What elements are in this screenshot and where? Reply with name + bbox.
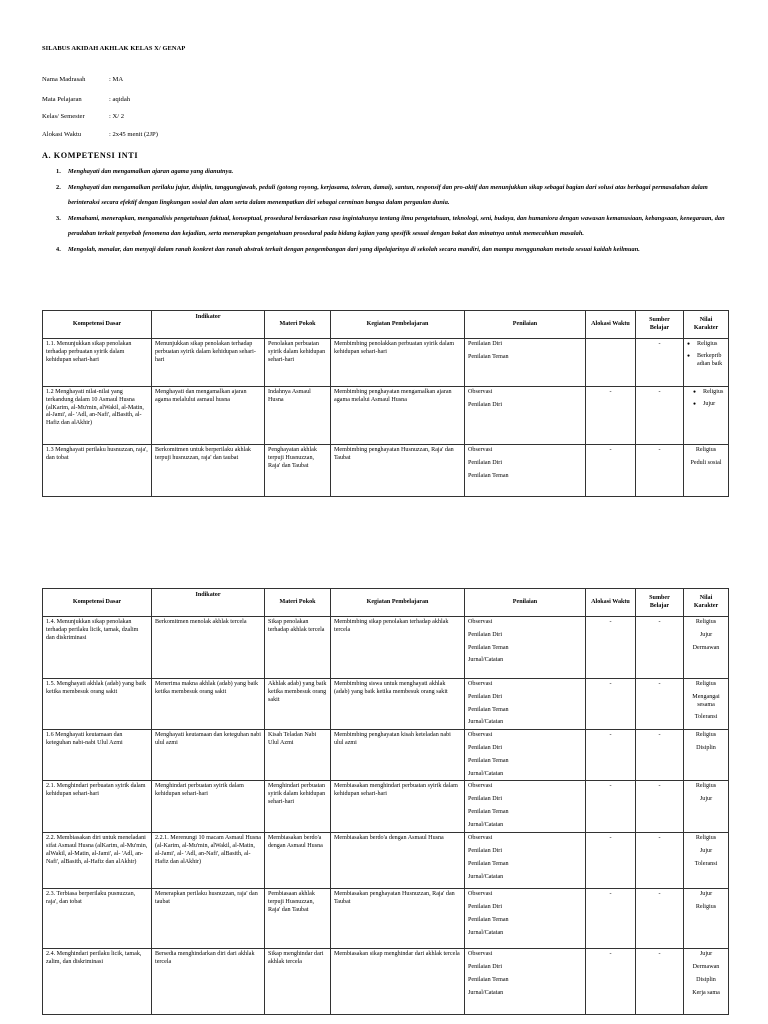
- cell-indikator: Menerapkan perilaku husnuzzan, raja' dan taubat: [152, 889, 265, 949]
- cell-kd: 1.4. Menunjukkan sikap penolakan terhadap perilaku licik, tamak, dzalim dan diskriminasi: [43, 617, 152, 679]
- cell-kegiatan: Membimbing penghayatan mengamalkan ajaran agama melalui Asmaul Husna: [331, 387, 465, 445]
- cell-alokasi: [586, 339, 636, 387]
- header-kompetensi-dasar: Kompetensi Dasar: [43, 311, 152, 339]
- cell-nilai: Jujur Religius: [684, 889, 729, 949]
- cell-materi: Membiasakan berdo'a dengan Asmaul Husna: [265, 833, 331, 889]
- cell-kegiatan: Membimbing siswa untuk menghayati akhlak (adab) yang baik ketika membesuk orang sakit: [331, 679, 465, 730]
- cell-alokasi: -: [586, 889, 636, 949]
- cell-materi: Indahnya Asmaul Husna: [265, 387, 331, 445]
- table-header-row: [43, 311, 729, 339]
- cell-kegiatan: Membimbing penghayatan Husnuzzan, Raja' dan Taubat: [331, 445, 465, 497]
- cell-materi: Sikap menghindar dari akhlak tercela: [265, 949, 331, 1015]
- cell-kd: 2.1. Menghindari perbuatan syirik dalam kehidupan sehari-hari: [43, 781, 152, 833]
- ki-item: 2. Menghayati dan mengamalkan perilaku jujur, disiplin, tanggungjawab, peduli (gotong royong, kerjasama, toleran, damai), santun, responsif dan pro-aktif dan menunjukkan sikap sebagai bagian dari solusi atas berbagai permasalahan dalam berinteraksi secara efektif dengan lingkungan sosial dan alam serta dalam menempatkan diri sebagai cerminan bangsa dalam pergaulan dunia.: [56, 183, 708, 207]
- cell-nilai: ● Religius ● Berkeprib adian baik: [684, 339, 729, 387]
- ki-item: 3. Memahami, menerapkan, menganalisis pengetahuan faktual, konseptual, prosedural berdasarkan rasa ingintahunya tentang ilmu pengetahuan, teknologi, seni, budaya, dan humaniora dengan wawasan kemanusiaan, kebangsaan, kenegaraan, dan peradaban terkait penyebab fenomena dan kejadian, serta menerapkan pengetahuan prosedural pada bidang kajian yang spesifik sesuai dengan bakat dan minatnya untuk memecahkan masalah.: [56, 214, 725, 238]
- cell-indikator: Berkomitmen untuk berperilaku akhlak terpuji husnuzzan, raja' dan taubat: [152, 445, 265, 497]
- cell-nilai: Jujur Dermawan Disiplin Kerja sama: [684, 949, 729, 1015]
- table-row: [43, 781, 729, 833]
- cell-penilaian: Observasi Penilaian Diri Penilaian Teman Jurnal/Catatan: [465, 617, 586, 679]
- cell-alokasi: -: [586, 949, 636, 1015]
- table-row: [43, 445, 729, 497]
- cell-materi: Menghindari perbuatan syirik dalam kehidupan sehari-hari: [265, 781, 331, 833]
- cell-nilai: ● Religius ● Jujur: [684, 387, 729, 445]
- cell-sumber: -: [636, 445, 684, 497]
- cell-indikator: Menunjukkan sikap penolakan terhadap perbuatan syirik dalam kehidupan sehari-hari: [152, 339, 265, 387]
- ki-item: 4. Mengolah, menalar, dan menyaji dalam ranah konkret dan ranah abstrak terkait dengan pengembangan dari yang dipelajarinya di sekolah secara mandiri, dan mampu menggunakan metoda sesuai kaidah keilmuan.: [56, 245, 640, 253]
- meta-key: Mata Pelajaran: [42, 96, 82, 103]
- table-header-row: [43, 589, 729, 617]
- cell-nilai: Religius Mengangai sesama Toleransi: [684, 679, 729, 730]
- table-row: [43, 949, 729, 1015]
- cell-nilai: Religius Peduli sosial: [684, 445, 729, 497]
- table-row: [43, 833, 729, 889]
- cell-alokasi: -: [586, 679, 636, 730]
- table-row: [43, 730, 729, 781]
- meta-value: : MA: [109, 76, 124, 83]
- header-kegiatan: Kegiatan Pembelajaran: [331, 589, 465, 617]
- meta-value: : aqidah: [109, 96, 131, 103]
- cell-sumber: -: [636, 949, 684, 1015]
- cell-sumber: -: [636, 339, 684, 387]
- table-row: [43, 617, 729, 679]
- kompetensi-inti-heading: A. KOMPETENSI INTI: [42, 151, 139, 160]
- cell-kegiatan: Membiasakan berdo'a dengan Asmaul Husna: [331, 833, 465, 889]
- cell-materi: Pembiasaan akhlak terpuji Husnuzzan, Raja' dan Taubat: [265, 889, 331, 949]
- header-nilai: Nilai Karakter: [684, 311, 729, 339]
- silabus-table-2: [42, 588, 729, 1015]
- cell-alokasi: -: [586, 617, 636, 679]
- cell-kd: 1.1. Menunjukkan sikap penolakan terhadap perbuatan syirik dalam kehidupan sehari-hari: [43, 339, 152, 387]
- table-row: [43, 339, 729, 387]
- cell-sumber: -: [636, 781, 684, 833]
- cell-kegiatan: Membiasakan sikap menghindar dari akhlak tercela: [331, 949, 465, 1015]
- header-materi-pokok: Materi Pokok: [265, 311, 331, 339]
- header-nilai: Nilai Karakter: [684, 589, 729, 617]
- cell-penilaian: Observasi Penilaian Diri: [465, 387, 586, 445]
- cell-materi: Akhlak adab) yang baik ketika membesuk orang sakit: [265, 679, 331, 730]
- cell-materi: Kisah Teladan Nabi Ulul Azmi: [265, 730, 331, 781]
- cell-penilaian: Observasi Penilaian Diri Penilaian Teman: [465, 445, 586, 497]
- table-row: [43, 387, 729, 445]
- cell-kd: 2.3. Terbiasa berperilaku pusnuzzan, raja', dan tobat: [43, 889, 152, 949]
- cell-kegiatan: Membiasakan menghindari perbuatan syirik dalam kehidupan sehari-hari: [331, 781, 465, 833]
- cell-penilaian: Observasi Penilaian Diri Penilaian Teman Jurnal/Catatan: [465, 949, 586, 1015]
- ki-item: 1. Menghayati dan mengamalkan ajaran agama yang dianutnya.: [56, 168, 234, 175]
- cell-kegiatan: Membiasakan penghayatan Husnuzzan, Raja' dan Taubat: [331, 889, 465, 949]
- kompetensi-inti-list: [56, 164, 732, 258]
- cell-alokasi: -: [586, 387, 636, 445]
- cell-indikator: Menghayati keutamaan dan keteguhan nabi ulul azmi: [152, 730, 265, 781]
- cell-kegiatan: Membimbing sikap penolakan terhadap akhlak tercela: [331, 617, 465, 679]
- cell-kegiatan: Membimbing penghayatan kisah keteladan nabi ulul azmi: [331, 730, 465, 781]
- cell-penilaian: Observasi Penilaian Diri Penilaian Teman Jurnal/Catatan: [465, 730, 586, 781]
- header-penilaian: Penilaian: [465, 311, 586, 339]
- cell-indikator: Menghindari perbuatan syirik dalam kehidupan sehari-hari: [152, 781, 265, 833]
- cell-penilaian: Observasi Penilaian Diri Penilaian Teman Jurnal/Catatan: [465, 833, 586, 889]
- cell-kegiatan: Membimbing penolakkan perbuatan syirik dalam kehidupan sehari-hari: [331, 339, 465, 387]
- cell-materi: Sikap penolakan terhadap akhlak tercela: [265, 617, 331, 679]
- cell-alokasi: -: [586, 781, 636, 833]
- cell-kd: 1.5. Menghayati akhlak (adab) yang baik ketika membesuk orang sakit: [43, 679, 152, 730]
- cell-nilai: Religius Jujur Dermawan: [684, 617, 729, 679]
- cell-alokasi: -: [586, 445, 636, 497]
- meta-key: Kelas/ Semester: [42, 113, 85, 120]
- header-sumber: Sumber Belajar: [636, 311, 684, 339]
- cell-penilaian: Observasi Penilaian Diri Penilaian Teman Jurnal/Catatan: [465, 679, 586, 730]
- cell-kd: 1.6 Menghayati keutamaan dan keteguhan nabi-nabi Ulul Azmi: [43, 730, 152, 781]
- cell-kd: 1.2 Menghayati nilai-nilai yang terkandung dalam 10 Asmaul Husna (alKarim, al-Mu'min, alWakil, al-Matin, al-Jami', al- 'Adl, an-Nafi', alBasith, al-Hafiz dan alAkhir): [43, 387, 152, 445]
- header-sumber: Sumber Belajar: [636, 589, 684, 617]
- cell-indikator: 2.2.1. Merenungi 10 macam Asmaul Husna (al-Karim, al-Mu'min, alWakil, al-Matin, al-Jami', al- 'Adl, an-Nafi', alBasith, al-Hafiz dan alAkhir): [152, 833, 265, 889]
- cell-indikator: Berkomitmen menolak akhlak tercela: [152, 617, 265, 679]
- header-alokasi: Alokasi Waktu: [586, 589, 636, 617]
- cell-materi: Penghayatan akhlak terpuji Husnuzzan, Raja' dan Taubat: [265, 445, 331, 497]
- header-alokasi: Alokasi Waktu: [586, 311, 636, 339]
- cell-alokasi: -: [586, 833, 636, 889]
- cell-kd: 1.3 Menghayati perilaku husnuzzan, raja', dan tobat: [43, 445, 152, 497]
- cell-sumber: -: [636, 833, 684, 889]
- header-penilaian: Penilaian: [465, 589, 586, 617]
- cell-nilai: Religius Jujur Toleransi: [684, 833, 729, 889]
- header-kompetensi-dasar: Kompetensi Dasar: [43, 589, 152, 617]
- cell-materi: Penolakan perbuatan syirik dalam kehidupan sehari-hari: [265, 339, 331, 387]
- cell-penilaian: Observasi Penilaian Diri Penilaian Teman Jurnal/Catatan: [465, 781, 586, 833]
- header-kegiatan: Kegiatan Pembelajaran: [331, 311, 465, 339]
- meta-key: Nama Madrasah: [42, 76, 86, 83]
- cell-penilaian: Observasi Penilaian Diri Penilaian Teman Jurnal/Catatan: [465, 889, 586, 949]
- header-indikator: Indikator: [152, 311, 265, 339]
- silabus-table-1: [42, 310, 729, 497]
- header-materi-pokok: Materi Pokok: [265, 589, 331, 617]
- table-row: [43, 679, 729, 730]
- meta-key: Alokasi Waktu: [42, 131, 82, 138]
- cell-kd: 2.4. Menghindari perilaku licik, tamak, zalim, dan diskriminasi: [43, 949, 152, 1015]
- cell-sumber: -: [636, 679, 684, 730]
- cell-indikator: Menghayati dan mengamalkan ajaran agama melalului asmaul husna: [152, 387, 265, 445]
- cell-sumber: -: [636, 889, 684, 949]
- cell-sumber: -: [636, 387, 684, 445]
- cell-indikator: Menerima makna akhlak (adab) yang baik ketika membesuk orang sakit: [152, 679, 265, 730]
- header-indikator: Indikator: [152, 589, 265, 617]
- meta-value: : X/ 2: [109, 113, 125, 120]
- cell-indikator: Bersedia menghindarkan diri dari akhlak tercela: [152, 949, 265, 1015]
- cell-sumber: -: [636, 730, 684, 781]
- table-row: [43, 889, 729, 949]
- cell-penilaian: Penilaian Diri Penilaian Teman: [465, 339, 586, 387]
- cell-sumber: -: [636, 617, 684, 679]
- cell-kd: 2.2. Membiasakan diri untuk meneladani sifat Asmaul Husna (alKarim, al-Mu'min, alWakil, al-Matin, al-Jami', al- 'Adl, an-Nafi', alBasith, al-Hafiz dan alAkhir): [43, 833, 152, 889]
- cell-nilai: Religius Disiplin: [684, 730, 729, 781]
- meta-value: : 2x45 menit (2JP): [109, 131, 158, 138]
- cell-alokasi: -: [586, 730, 636, 781]
- document-title: SILABUS AKIDAH AKHLAK KELAS X/ GENAP: [42, 45, 186, 52]
- cell-nilai: Religius Jujur: [684, 781, 729, 833]
